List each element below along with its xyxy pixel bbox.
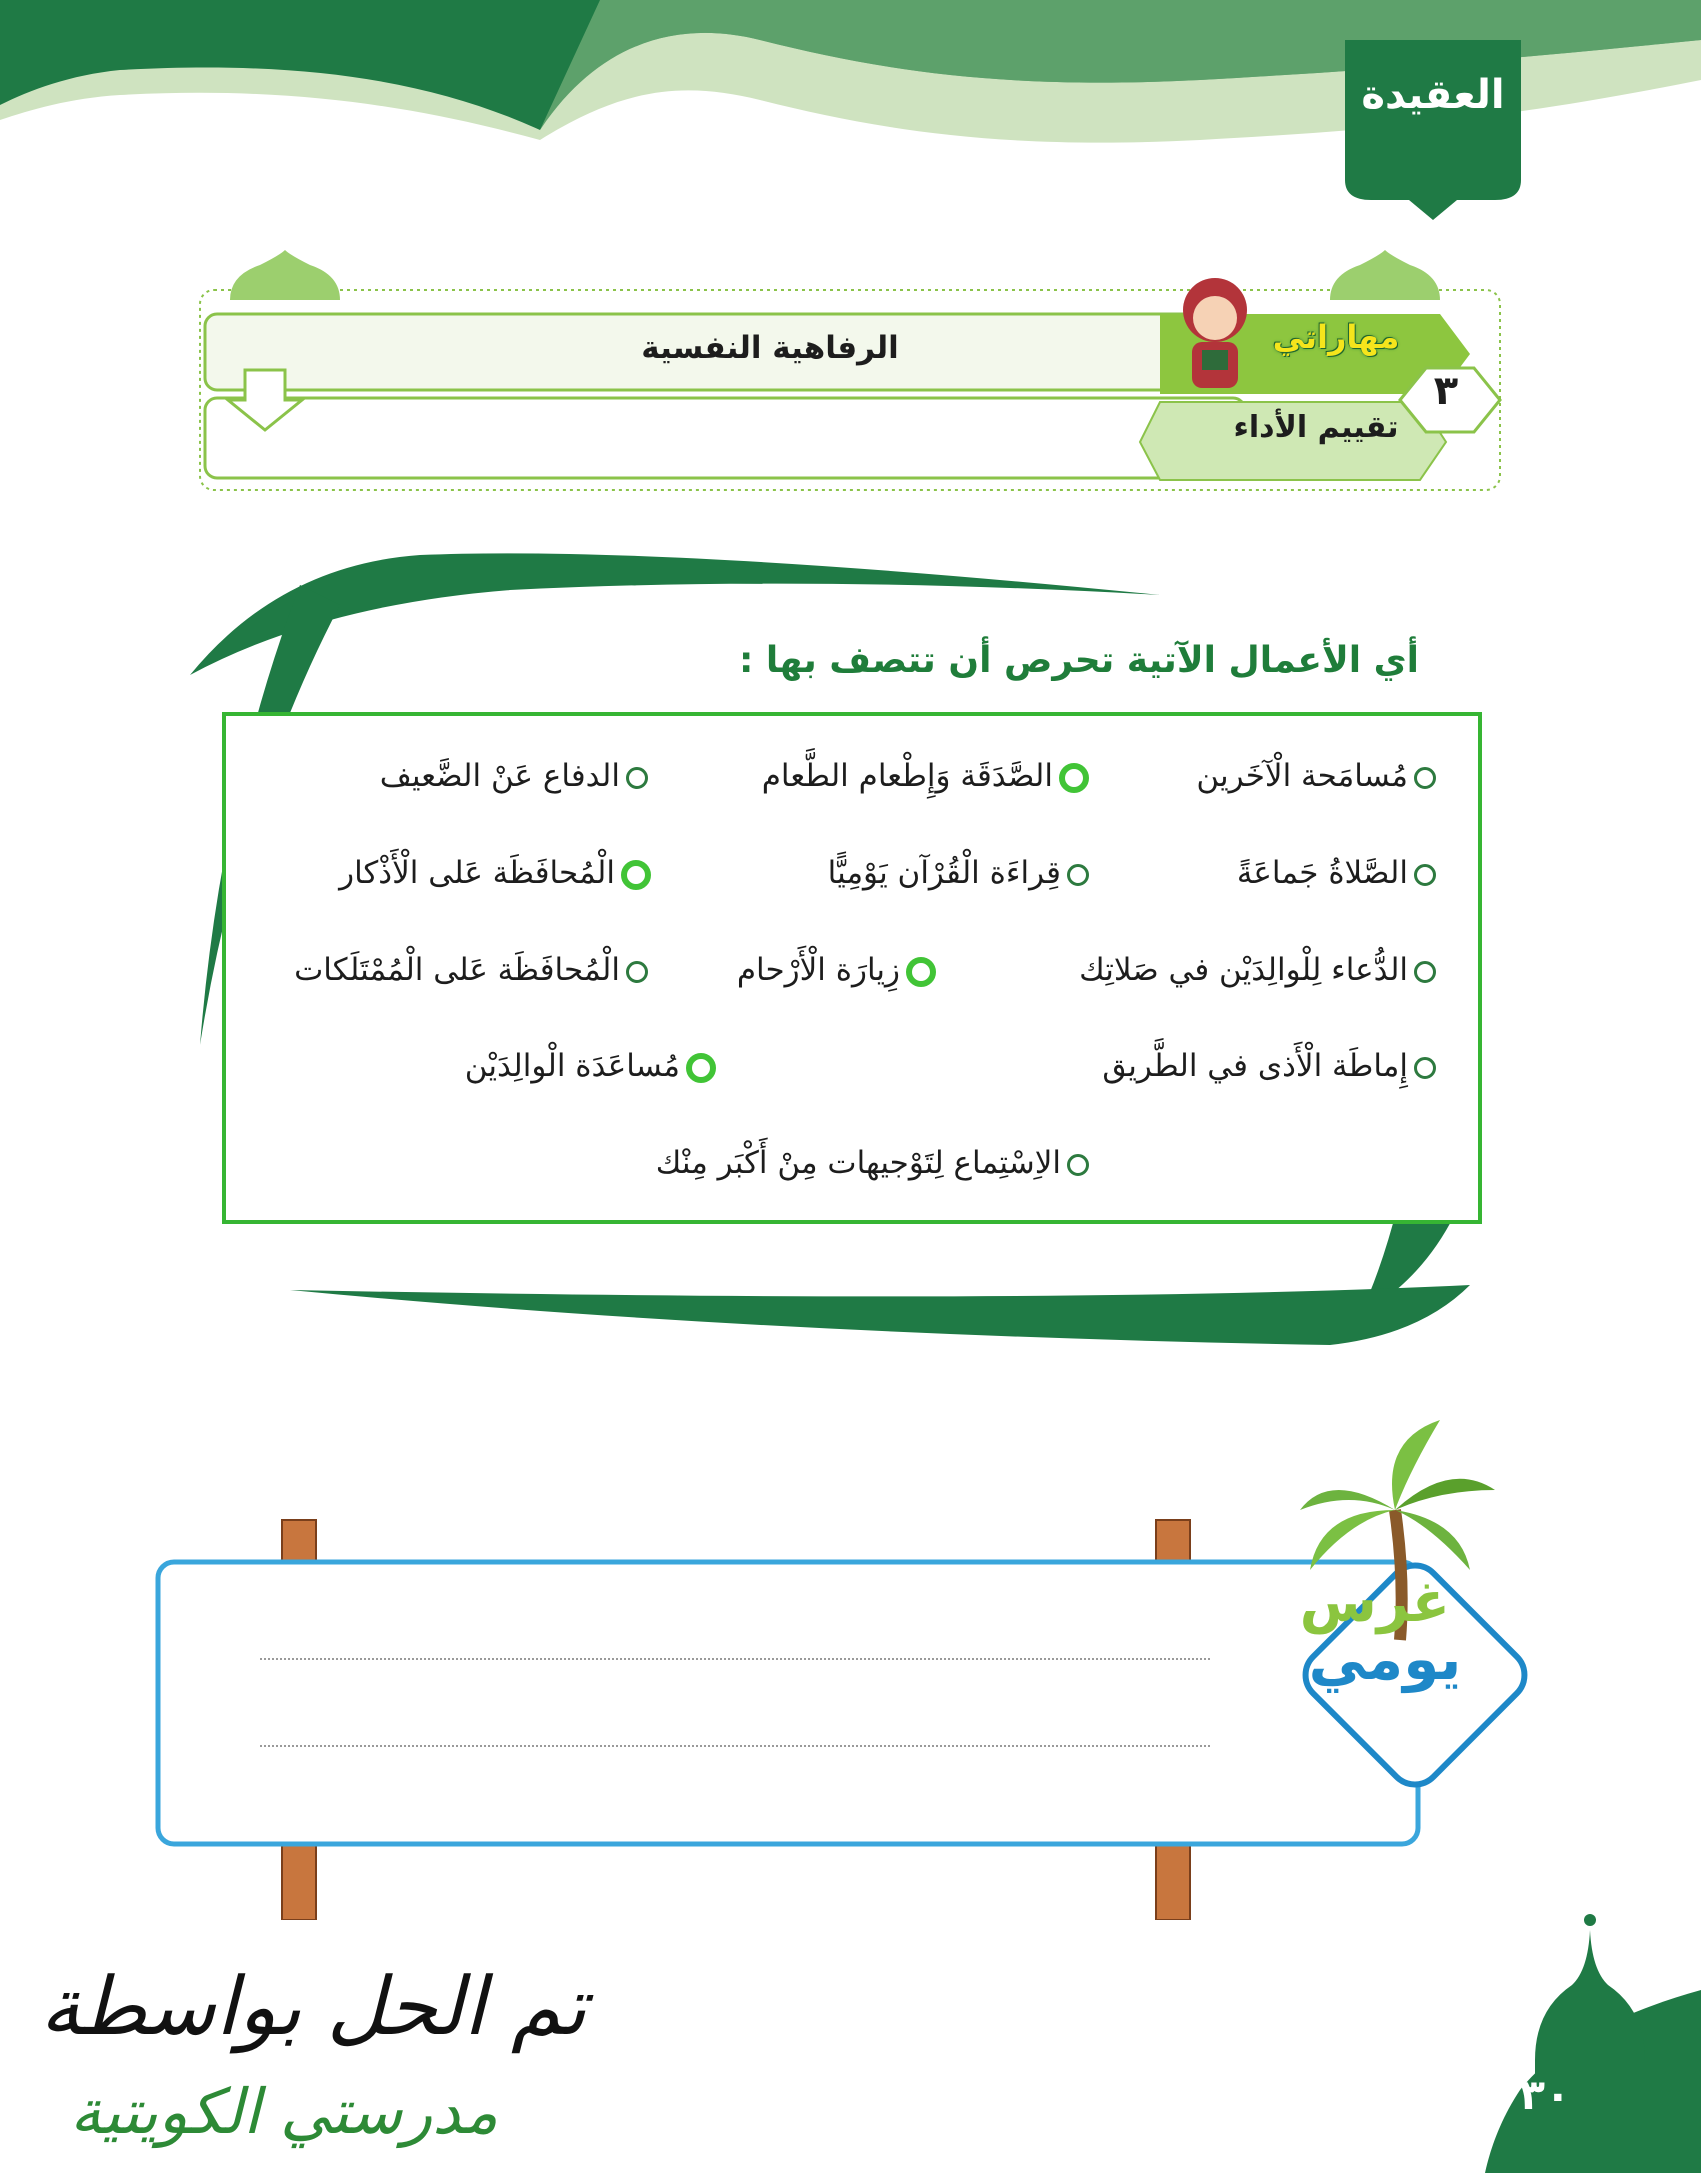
topic-title: الرفاهية النفسية bbox=[641, 330, 899, 366]
option-label: مُساعَدَة الْوالِدَيْن bbox=[464, 1048, 680, 1084]
planting-word-1: غرس bbox=[1299, 1570, 1450, 1635]
option-defend-weak[interactable] bbox=[380, 758, 648, 794]
signature-line-2: مدرستي الكويتية bbox=[70, 2075, 499, 2148]
section-title: العقيدة bbox=[1361, 72, 1505, 118]
radio-button[interactable] bbox=[1414, 864, 1436, 886]
option-label: قِراءَة الْقُرْآن يَوْمِيًّا bbox=[827, 855, 1061, 891]
option-pray-for-parents[interactable] bbox=[1079, 952, 1436, 988]
option-group-prayer[interactable] bbox=[1237, 855, 1436, 891]
radio-button-selected[interactable] bbox=[906, 957, 936, 987]
option-preserve-property[interactable] bbox=[294, 952, 648, 988]
radio-button[interactable] bbox=[1414, 1057, 1436, 1079]
option-label: الاِسْتِماع لِتَوْجيهات مِنْ أَكْبَر مِنْك bbox=[655, 1145, 1061, 1181]
option-listen-to-elders[interactable] bbox=[656, 1145, 1089, 1181]
option-label: الدُّعاء لِلْوالِدَيْن في صَلاتِك bbox=[1079, 952, 1408, 988]
page-number: ٣٠ bbox=[1519, 2070, 1571, 2119]
option-charity[interactable] bbox=[762, 758, 1089, 794]
answer-line-2[interactable] bbox=[260, 1745, 1210, 1747]
radio-button-selected[interactable] bbox=[621, 860, 651, 890]
section-tab bbox=[1345, 40, 1521, 220]
option-label: زِيارَة الْأَرْحام bbox=[736, 952, 900, 988]
option-label: الْمُحافَظَة عَلى الْأَذْكار bbox=[339, 855, 615, 891]
page-number-ornament bbox=[1400, 1890, 1701, 2173]
radio-button[interactable] bbox=[1414, 767, 1436, 789]
option-quran-reading[interactable] bbox=[828, 855, 1089, 891]
option-label: الصَّدَقَة وَإِطْعام الطَّعام bbox=[761, 758, 1053, 794]
option-label: الدفاع عَنْ الضَّعيف bbox=[379, 758, 620, 794]
question-prompt: أي الأعمال الآتية تحرص أن تتصف بها : bbox=[739, 640, 1419, 681]
signature-line-1: تم الحل بواسطة bbox=[40, 1960, 587, 2053]
option-label: إِماطَة الْأَذى في الطَّريق bbox=[1102, 1048, 1408, 1084]
answer-line-1[interactable] bbox=[260, 1658, 1210, 1660]
radio-button-selected[interactable] bbox=[1059, 763, 1089, 793]
section-number: ٣ bbox=[1433, 368, 1459, 414]
option-label: مُسامَحة الْآخَرين bbox=[1196, 758, 1408, 794]
option-remove-harm[interactable] bbox=[1102, 1048, 1436, 1084]
radio-button[interactable] bbox=[1067, 1154, 1089, 1176]
radio-button-selected[interactable] bbox=[686, 1053, 716, 1083]
option-visit-relatives[interactable] bbox=[737, 952, 936, 988]
radio-button[interactable] bbox=[1414, 961, 1436, 983]
radio-button[interactable] bbox=[626, 961, 648, 983]
option-label: الصَّلاةُ جَماعَةً bbox=[1236, 855, 1408, 891]
option-forgiveness[interactable] bbox=[1196, 758, 1436, 794]
option-label: الْمُحافَظَة عَلى الْمُمْتَلَكات bbox=[294, 952, 620, 988]
assessment-subtitle: تقييم الأداء bbox=[1233, 410, 1399, 445]
skills-frame bbox=[190, 250, 1510, 495]
radio-button[interactable] bbox=[1067, 864, 1089, 886]
option-adhkar[interactable] bbox=[339, 855, 651, 891]
planting-word-2: يومي bbox=[1308, 1625, 1462, 1693]
radio-button[interactable] bbox=[626, 767, 648, 789]
skills-tag: مهاراتي bbox=[1272, 318, 1400, 356]
option-help-parents[interactable] bbox=[465, 1048, 716, 1084]
